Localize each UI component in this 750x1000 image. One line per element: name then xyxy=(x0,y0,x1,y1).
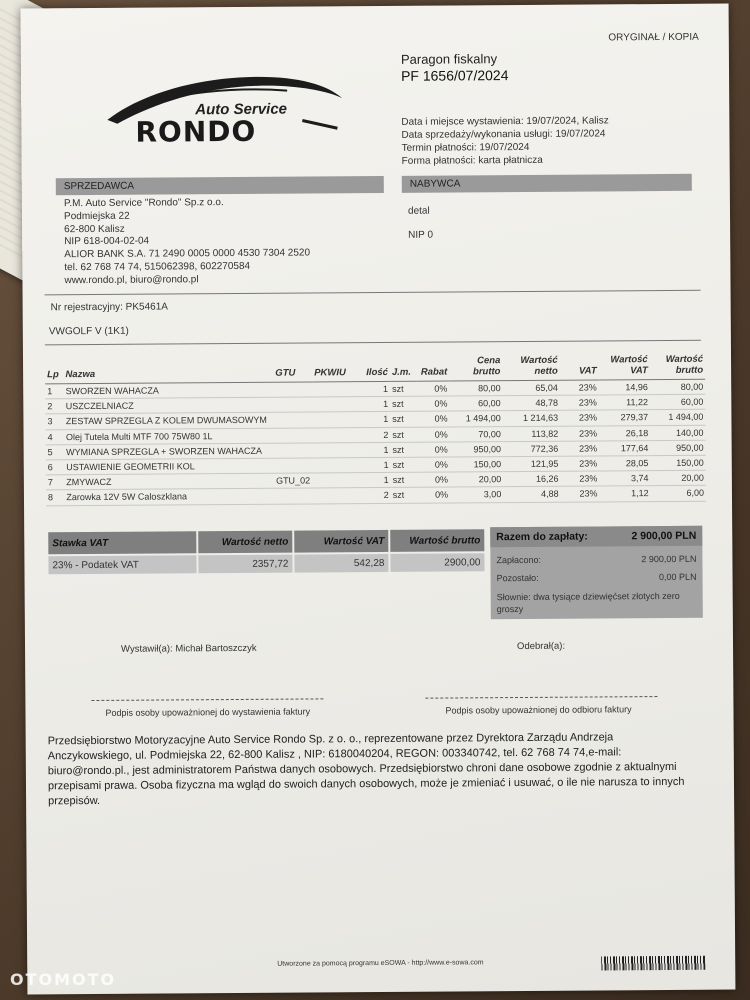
item-vat: 23% xyxy=(560,471,599,486)
seller-bank: ALIOR BANK S.A. 71 2490 0005 0000 4530 7304 2520 xyxy=(64,247,311,261)
item-gross: 140,00 xyxy=(650,425,705,441)
item-gtu xyxy=(273,397,312,412)
item-discount: 0% xyxy=(417,396,450,411)
item-vat-value: 1,12 xyxy=(599,486,650,502)
payment-summary xyxy=(490,526,703,619)
item-vat-value: 177,64 xyxy=(599,440,650,456)
item-net: 48,78 xyxy=(503,395,560,411)
col-price: Cena brutto xyxy=(449,353,502,381)
total-label: Razem do zapłaty: xyxy=(496,530,588,544)
item-price: 3,00 xyxy=(450,487,503,503)
item-unit: szt xyxy=(390,381,417,396)
table-row xyxy=(46,486,706,506)
document-type: Paragon fiskalny xyxy=(400,51,498,67)
item-qty: 1 xyxy=(358,442,391,457)
item-gross: 1 494,00 xyxy=(650,410,705,426)
item-unit: szt xyxy=(391,488,418,503)
item-price: 150,00 xyxy=(450,457,503,473)
seller-web: www.rondo.pl, biuro@rondo.pl xyxy=(64,274,199,286)
item-price: 20,00 xyxy=(450,472,503,488)
item-qty: 1 xyxy=(358,457,391,472)
item-gtu xyxy=(274,488,313,503)
item-qty: 1 xyxy=(357,397,390,412)
payment-due: Termin płatności: 19/07/2024 xyxy=(401,141,530,154)
divider xyxy=(45,290,701,296)
item-lp: 5 xyxy=(46,444,65,459)
col-unit: J.m. xyxy=(390,354,417,382)
item-price: 80,00 xyxy=(449,381,502,397)
col-pkwiu: PKWIU xyxy=(312,354,357,382)
item-discount: 0% xyxy=(417,427,450,442)
seller-header: SPRZEDAWCA xyxy=(56,176,384,195)
item-discount: 0% xyxy=(417,472,450,487)
item-lp: 6 xyxy=(46,460,65,475)
item-qty: 1 xyxy=(357,381,390,396)
item-pkwiu xyxy=(312,382,357,398)
col-lp: Lp xyxy=(45,356,64,384)
vat-gross-header: Wartość brutto xyxy=(390,529,484,552)
gdpr-notice: Przedsiębiorstwo Motoryzacyjne Auto Service Rondo Sp. z o. o., reprezentowane przez Dyrektora Zarządu Andrzeja Anczykowskiego, ul. Podmiejska 22, 62-800 Kalisz , NIP: 6180040204, REGON: 003340742, tel. 62 768 74 74,e-mail: biuro@rondo.pl., jest administratorem Państwa danych osobowych. Przedsiębiorstwo chroni dane osobowe zgodnie z aktualnymi przepisami prawa. Osoba fizyczna ma wgląd do swoich danych osobowych, może je zmieniać i usuwać, o ile nie narusza to innych przepisów. xyxy=(47,731,685,808)
item-vat: 23% xyxy=(560,380,599,395)
item-gross: 150,00 xyxy=(650,455,705,471)
vat-net-header: Wartość netto xyxy=(198,531,292,554)
item-gross: 6,00 xyxy=(651,486,706,502)
items-table xyxy=(45,352,706,506)
site-watermark: OTOMOTO xyxy=(10,970,117,989)
item-pkwiu xyxy=(313,473,358,489)
buyer-name: detal xyxy=(407,205,430,217)
item-lp: 1 xyxy=(45,384,64,399)
item-lp: 3 xyxy=(45,414,64,429)
item-unit: szt xyxy=(391,472,418,487)
col-name: Nazwa xyxy=(63,355,273,384)
item-unit: szt xyxy=(390,427,417,442)
item-gtu xyxy=(274,412,313,427)
item-unit: szt xyxy=(390,442,417,457)
amount-in-words: Słownie: dwa tysiące dziewięćset złotych zero groszy xyxy=(496,590,680,615)
remaining-label: Pozostało: xyxy=(496,572,539,584)
item-pkwiu xyxy=(312,412,357,428)
item-name: SWORZEN WAHACZA xyxy=(64,382,274,399)
item-vat-value: 279,37 xyxy=(599,410,650,426)
received-by: Odebrał(a): xyxy=(516,640,566,653)
item-price: 70,00 xyxy=(450,426,503,442)
item-name: Zarowka 12V 5W Caloszklana xyxy=(64,489,274,506)
item-qty: 1 xyxy=(357,412,390,427)
item-qty: 1 xyxy=(358,473,391,488)
buyer-nip: NIP 0 xyxy=(408,229,434,241)
item-vat-value: 11,22 xyxy=(599,395,650,411)
item-vat: 23% xyxy=(560,395,599,410)
seller-city: 62-800 Kalisz xyxy=(64,223,125,235)
generator-note: Utworzone za pomocą programu eSOWA - http://www.e-sowa.com xyxy=(277,959,484,968)
item-name: USZCZELNIACZ xyxy=(64,397,274,414)
issuer-signature-line xyxy=(91,698,323,701)
item-qty: 2 xyxy=(358,427,391,442)
item-gross: 950,00 xyxy=(650,440,705,456)
vat-summary-header xyxy=(48,529,484,554)
vehicle-model: VWGOLF V (1K1) xyxy=(48,325,129,338)
item-lp: 2 xyxy=(45,399,64,414)
total-value: 2 900,00 PLN xyxy=(631,529,697,543)
copy-label: ORYGINAŁ / KOPIA xyxy=(608,31,699,44)
receiver-signature-caption: Podpis osoby upoważnionej do odbioru faktury xyxy=(445,704,632,716)
col-gross: Wartość brutto xyxy=(650,352,706,380)
item-vat: 23% xyxy=(560,441,599,456)
item-price: 60,00 xyxy=(449,396,502,412)
item-name: ZESTAW SPRZEGLA Z KOLEM DWUMASOWYM xyxy=(64,413,274,430)
item-lp: 8 xyxy=(46,490,65,505)
vat-summary-table xyxy=(46,527,486,576)
item-gross: 60,00 xyxy=(650,394,705,410)
item-vat-value: 3,74 xyxy=(599,471,650,487)
document-number: PF 1656/07/2024 xyxy=(400,67,509,84)
item-gtu xyxy=(274,428,313,443)
item-vat-value: 28,05 xyxy=(599,456,650,472)
document-meta xyxy=(401,114,609,167)
divider xyxy=(45,340,701,346)
item-gross: 80,00 xyxy=(650,379,705,395)
item-lp: 4 xyxy=(46,429,65,444)
item-price: 1 494,00 xyxy=(450,411,503,427)
item-pkwiu xyxy=(313,458,358,474)
col-vat: VAT xyxy=(560,352,599,380)
seller-street: Podmiejska 22 xyxy=(63,210,130,222)
item-name: ZMYWACZ xyxy=(64,473,274,490)
vat-net: 2357,72 xyxy=(198,555,292,574)
vat-value-header: Wartość VAT xyxy=(294,530,388,553)
item-net: 65,04 xyxy=(503,380,560,396)
item-discount: 0% xyxy=(417,411,450,426)
item-vat: 23% xyxy=(561,486,600,501)
item-name: USTAWIENIE GEOMETRII KOL xyxy=(64,458,274,475)
sale-date: Data sprzedaży/wykonania usługi: 19/07/2024 xyxy=(401,128,606,141)
seller-nip: NIP 618-004-02-04 xyxy=(64,235,150,248)
vat-value: 542,28 xyxy=(294,554,388,573)
item-discount: 0% xyxy=(417,381,450,396)
item-unit: szt xyxy=(390,396,417,411)
item-net: 121,95 xyxy=(503,456,560,472)
col-net: Wartość netto xyxy=(502,353,559,381)
item-discount: 0% xyxy=(417,442,450,457)
issued-by: Wystawił(a): Michał Bartoszczyk xyxy=(121,642,257,655)
buyer-details xyxy=(408,200,433,248)
col-gtu: GTU xyxy=(273,354,312,382)
barcode xyxy=(601,956,705,971)
vat-rate-header: Stawka VAT xyxy=(48,531,196,554)
item-pkwiu xyxy=(313,427,358,443)
col-discount: Rabat xyxy=(416,353,449,381)
item-discount: 0% xyxy=(417,487,450,502)
item-net: 4,88 xyxy=(503,487,560,503)
remaining-value: 0,00 PLN xyxy=(658,571,697,583)
paid-value: 2 900,00 PLN xyxy=(641,553,697,565)
issuer-signature-caption: Podpis osoby upoważnionej do wystawienia faktury xyxy=(105,706,311,718)
vat-gross: 2900,00 xyxy=(390,553,484,572)
seller-phone: tel. 62 768 74 74, 515062398, 602270584 xyxy=(64,260,251,274)
paid-label: Zapłacono: xyxy=(496,554,541,566)
item-vat-value: 26,18 xyxy=(599,425,650,441)
item-vat: 23% xyxy=(560,456,599,471)
item-pkwiu xyxy=(312,397,357,413)
item-vat: 23% xyxy=(560,410,599,425)
vat-summary-row xyxy=(48,553,484,574)
vat-rate: 23% - Podatek VAT xyxy=(48,555,196,574)
receiver-signature-line xyxy=(425,696,657,699)
item-unit: szt xyxy=(391,457,418,472)
item-net: 772,36 xyxy=(503,441,560,457)
registration-number: Nr rejestracyjny: PK5461A xyxy=(50,301,168,314)
item-pkwiu xyxy=(313,442,358,458)
item-discount: 0% xyxy=(417,457,450,472)
item-gtu: GTU_02 xyxy=(274,473,313,488)
company-logo xyxy=(87,68,348,150)
item-gtu xyxy=(274,443,313,458)
item-price: 950,00 xyxy=(450,441,503,457)
payment-method: Forma płatności: karta płatnicza xyxy=(401,154,543,167)
item-unit: szt xyxy=(390,412,417,427)
item-vat: 23% xyxy=(560,426,599,441)
item-gtu xyxy=(274,458,313,473)
col-vat-value: Wartość VAT xyxy=(598,352,649,380)
logo-wordmark: RONDO xyxy=(135,114,257,149)
buyer-header: NABYWCA xyxy=(402,174,692,193)
item-gross: 20,00 xyxy=(650,470,705,486)
issue-date: Data i miejsce wystawienia: 19/07/2024, Kalisz xyxy=(401,115,609,128)
item-name: WYMIANA SPRZEGLA + SWORZEN WAHACZA xyxy=(64,443,274,460)
seller-details xyxy=(64,196,310,287)
col-qty: Ilość xyxy=(357,354,390,382)
item-lp: 7 xyxy=(46,475,65,490)
item-name: Olej Tutela Multi MTF 700 75W80 1L xyxy=(64,428,274,445)
item-net: 1 214,63 xyxy=(503,411,560,427)
item-pkwiu xyxy=(313,488,358,504)
item-gtu xyxy=(273,382,312,397)
item-vat-value: 14,96 xyxy=(599,380,650,396)
invoice-page xyxy=(21,4,736,995)
seller-name: P.M. Auto Service "Rondo" Sp.z o.o. xyxy=(63,197,224,210)
item-qty: 2 xyxy=(358,488,391,503)
item-net: 16,26 xyxy=(503,471,560,487)
item-net: 113,82 xyxy=(503,426,560,442)
logo-subtitle: Auto Service xyxy=(195,100,288,119)
